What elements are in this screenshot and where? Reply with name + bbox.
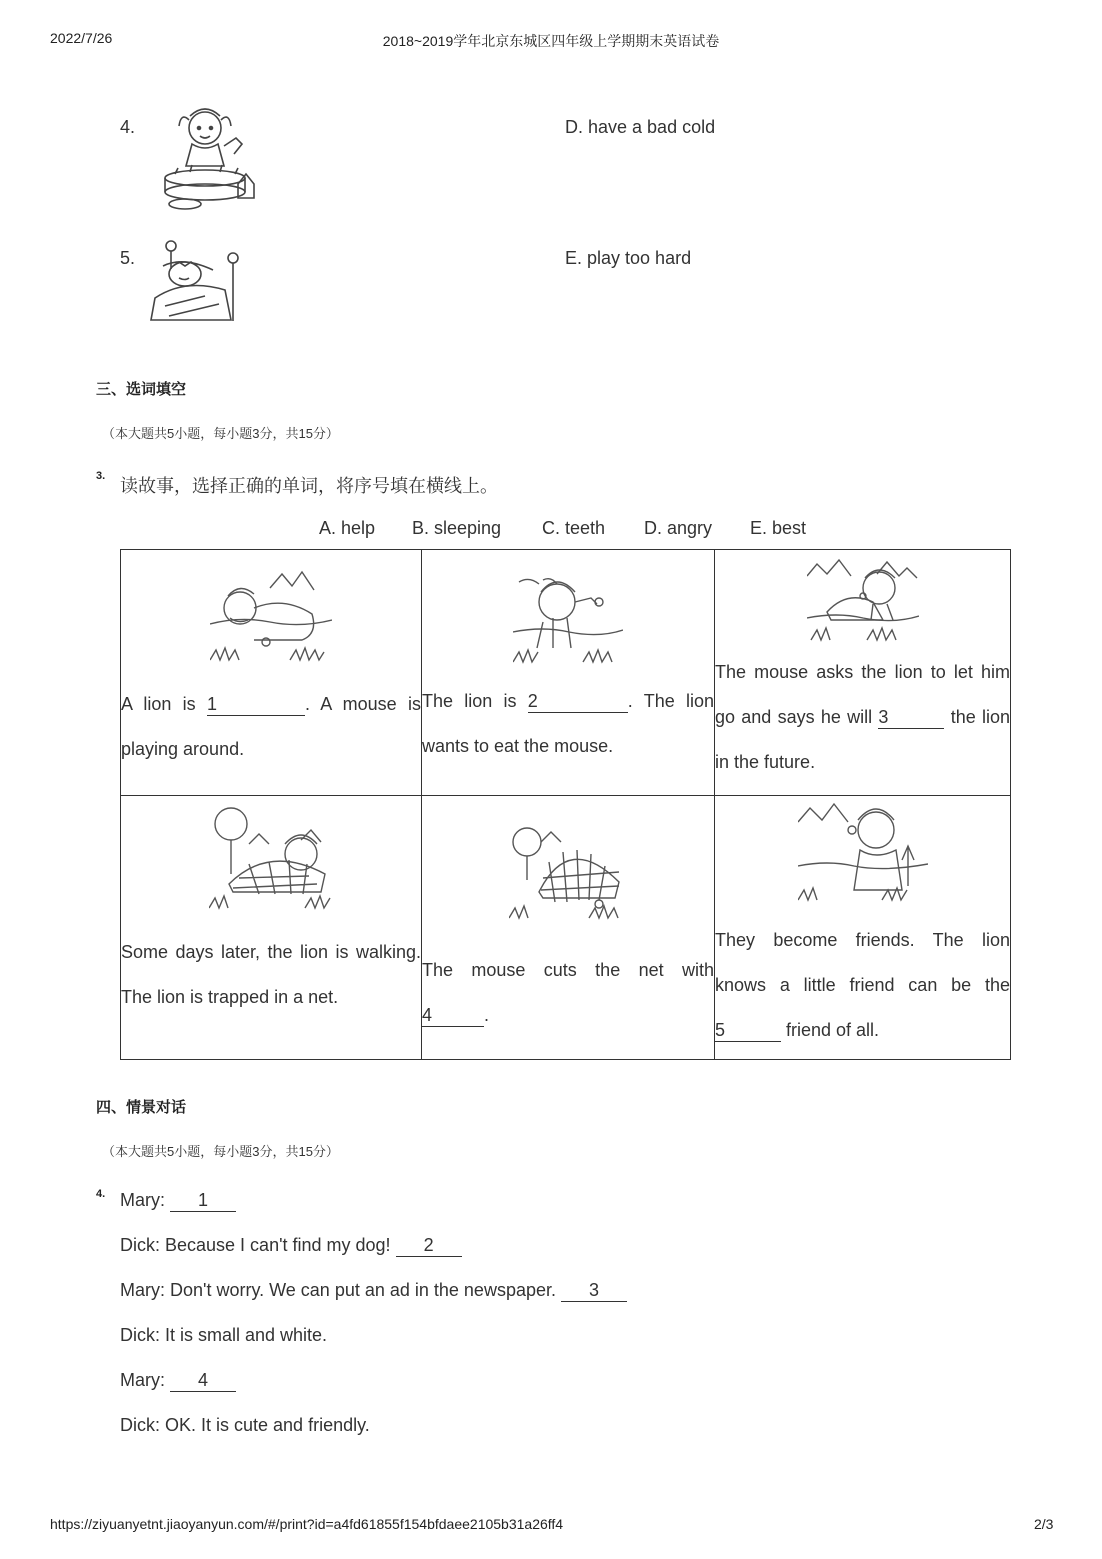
dialogue-line-6-text: Dick: OK. It is cute and friendly. bbox=[120, 1415, 370, 1435]
dialogue-line-1 bbox=[120, 1190, 236, 1212]
word-option-c: C. teeth bbox=[542, 518, 606, 538]
dialogue-line-4 bbox=[120, 1325, 327, 1346]
cell-1-text-after: . A mouse is playing around. bbox=[121, 694, 421, 759]
cell-2-text-before: The lion is bbox=[422, 691, 528, 711]
match-number-5: 5. bbox=[120, 248, 136, 268]
story-table bbox=[120, 549, 1011, 1060]
lion-trapped-in-net-drawing bbox=[209, 804, 333, 912]
dialogue-blank-2[interactable]: 2 bbox=[396, 1236, 462, 1257]
lion-and-mouse-friends-drawing bbox=[798, 800, 928, 904]
page-title: 2018~2019学年北京东城区四年级上学期期末英语试卷 bbox=[382, 33, 720, 49]
story-cell-5 bbox=[422, 796, 715, 1060]
word-option-a: A. help bbox=[319, 518, 376, 538]
match-option-e: E. play too hard bbox=[565, 248, 692, 268]
dialogue-blank-4[interactable]: 4 bbox=[170, 1371, 236, 1392]
word-option-e: E. best bbox=[750, 518, 807, 538]
cell-5-text-before: The mouse cuts the net with bbox=[422, 960, 714, 980]
section-3-subtitle: （本大题共5小题，每小题3分，共15分） bbox=[102, 426, 339, 441]
angry-lion-holding-mouse-drawing bbox=[513, 572, 623, 664]
dialogue-line-2 bbox=[120, 1235, 462, 1257]
dialogue-line-5-text: Mary: bbox=[120, 1370, 171, 1390]
match-option-d: D. have a bad cold bbox=[565, 117, 716, 137]
word-option-d: D. angry bbox=[644, 518, 713, 538]
story-cell-6 bbox=[715, 796, 1011, 1060]
story-cell-4 bbox=[121, 796, 422, 1060]
dialogue-blank-1[interactable]: 1 bbox=[170, 1191, 236, 1212]
section-3-title: 三、选词填空 bbox=[96, 381, 187, 398]
dialogue-line-1-text: Mary: bbox=[120, 1190, 171, 1210]
dialogue-line-4-text: Dick: It is small and white. bbox=[120, 1325, 328, 1345]
section-4-title: 四、情景对话 bbox=[96, 1099, 187, 1116]
story-cell-2 bbox=[422, 550, 715, 796]
cell-5-text-after: . bbox=[484, 1005, 490, 1025]
mouse-cutting-net-drawing bbox=[509, 822, 627, 922]
cell-4-text: Some days later, the lion is walking. The lion is trapped in a net. bbox=[121, 942, 421, 1007]
sleeping-lion-and-mouse-drawing bbox=[210, 568, 332, 666]
blank-1[interactable]: 1 bbox=[207, 695, 305, 716]
blank-5[interactable]: 5 bbox=[715, 1021, 781, 1042]
section-4-subtitle: （本大题共5小题，每小题3分，共15分） bbox=[102, 1144, 339, 1159]
question-number-4: 4. bbox=[96, 1188, 106, 1200]
blank-4[interactable]: 4 bbox=[422, 1006, 484, 1027]
cell-2-text-after: . The lion wants to eat the mouse. bbox=[422, 691, 714, 756]
print-date: 2022/7/26 bbox=[50, 30, 113, 46]
dialogue-line-5 bbox=[120, 1370, 236, 1392]
footer-url[interactable]: https://ziyuanyetnt.jiaoyanyun.com/#/print?id=a4fd61855f154bfdaee2105b31a26ff4 bbox=[50, 1516, 564, 1532]
cell-6-text-after: friend of all. bbox=[781, 1020, 880, 1040]
dialogue-line-3 bbox=[120, 1280, 627, 1302]
sick-child-in-bed-drawing bbox=[145, 236, 245, 324]
cell-3-text-before: The mouse asks the lion to let him go and says he will bbox=[715, 662, 1010, 727]
dialogue-blank-3[interactable]: 3 bbox=[561, 1281, 627, 1302]
word-option-b: B. sleeping bbox=[412, 518, 502, 538]
blank-2[interactable]: 2 bbox=[528, 692, 628, 713]
girl-with-birthday-cake-drawing bbox=[150, 106, 265, 214]
dialogue-line-6 bbox=[120, 1415, 370, 1436]
mouse-talking-to-lion-drawing bbox=[807, 556, 919, 642]
dialogue-line-3-text: Mary: Don't worry. We can put an ad in the newspaper. bbox=[120, 1280, 561, 1300]
question-number-3: 3. bbox=[96, 470, 106, 482]
page-number: 2/3 bbox=[1034, 1516, 1054, 1532]
question-3-instruction: 读故事，选择正确的单词，将序号填在横线上。 bbox=[120, 476, 498, 496]
cell-3-text-after: the lion in the future. bbox=[715, 707, 1010, 772]
cell-1-text-before: A lion is bbox=[121, 694, 207, 714]
blank-3[interactable]: 3 bbox=[878, 708, 944, 729]
story-cell-3 bbox=[715, 550, 1011, 796]
cell-6-text-before: They become friends. The lion knows a little friend can be the bbox=[715, 930, 1010, 995]
story-cell-1 bbox=[121, 550, 422, 796]
match-number-4: 4. bbox=[120, 117, 136, 137]
dialogue-line-2-text: Dick: Because I can't find my dog! bbox=[120, 1235, 396, 1255]
